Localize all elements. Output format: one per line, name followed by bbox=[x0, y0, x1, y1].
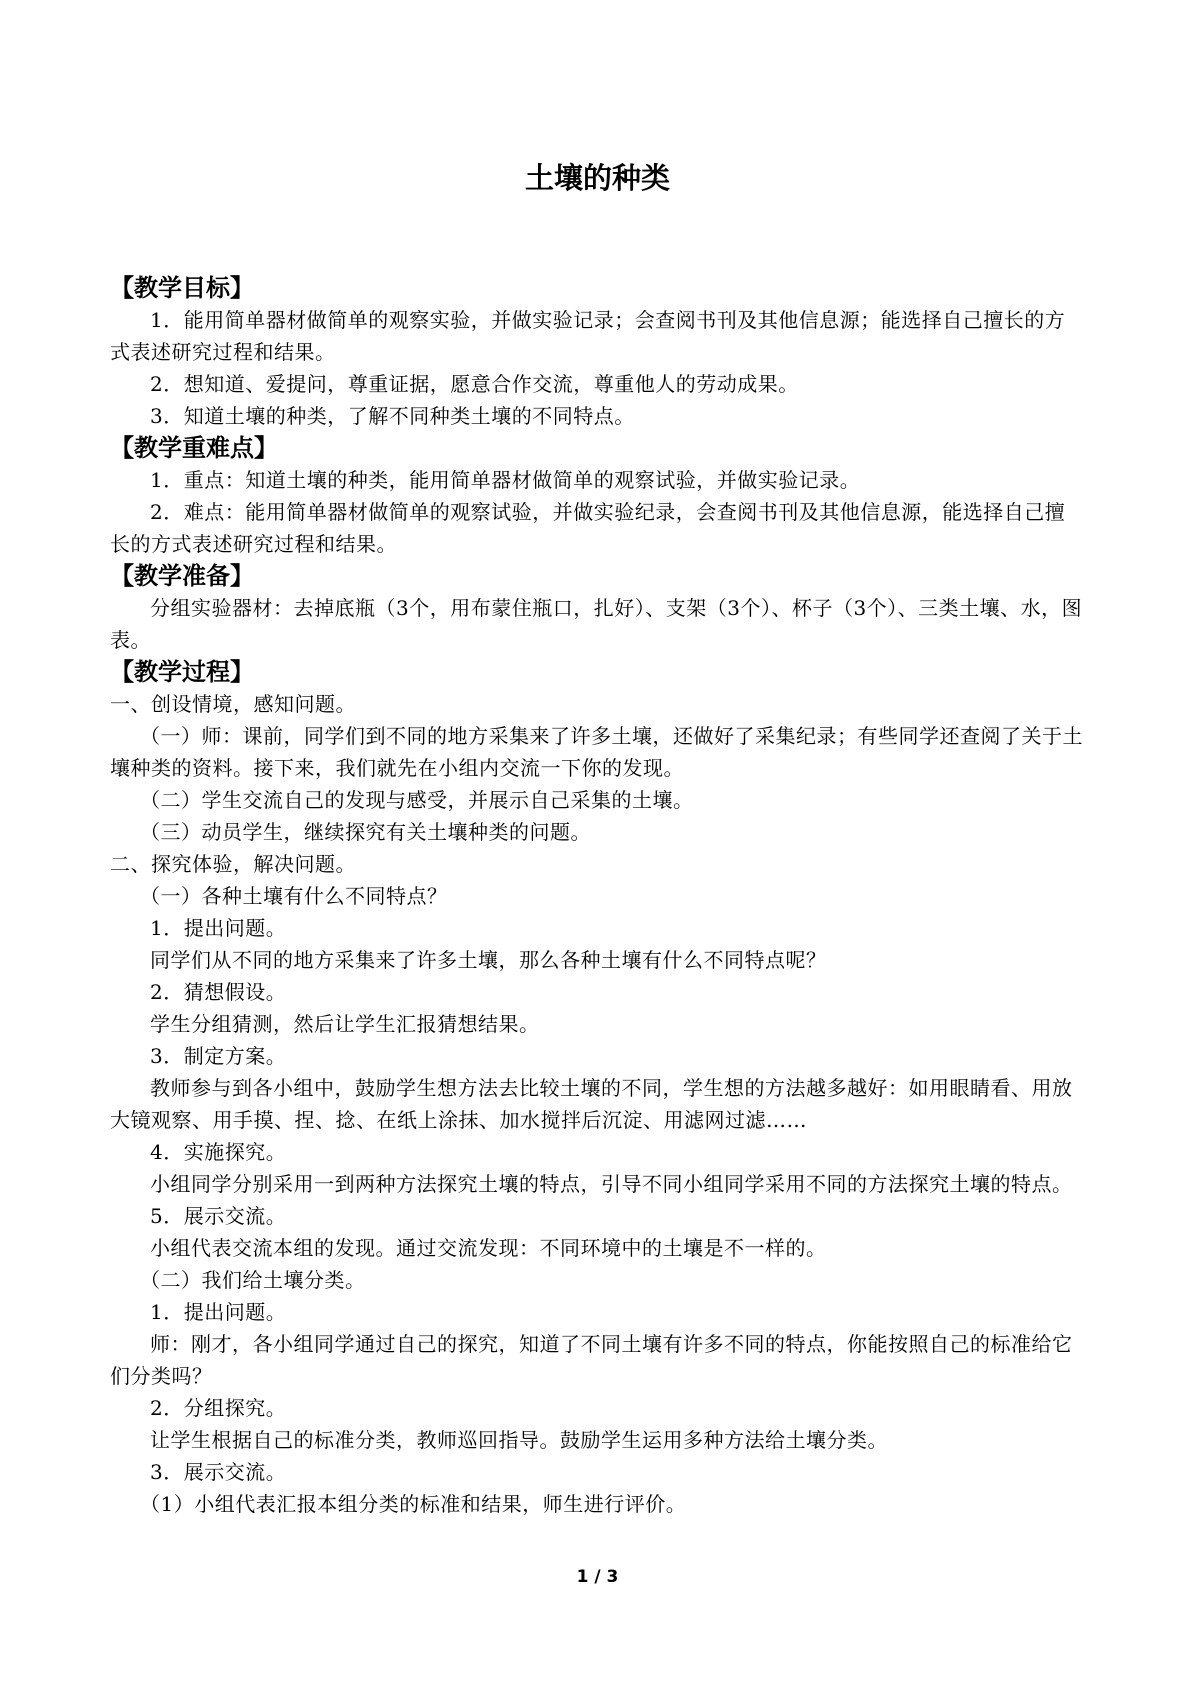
process-paragraph: （二）我们给土壤分类。 bbox=[140, 1268, 366, 1292]
process-paragraph: 教师参与到各小组中，鼓励学生想方法去比较土壤的不同，学生想的方法越多越好：如用眼睛看、用放大镜观察、用手摸、捏、捻、在纸上涂抹、加水搅拌后沉淀、用滤网过滤…… bbox=[110, 1076, 1073, 1132]
process-paragraph: （二）学生交流自己的发现与感受，并展示自己采集的土壤。 bbox=[140, 788, 694, 812]
process-paragraph: 让学生根据自己的标准分类，教师巡回指导。鼓励学生运用多种方法给土壤分类。 bbox=[150, 1428, 888, 1452]
process-paragraph: （一）师：课前，同学们到不同的地方采集来了许多土壤，还做好了采集纪录；有些同学还查阅了关于土壤种类的资料。接下来，我们就先在小组内交流一下你的发现。 bbox=[110, 724, 1083, 780]
process-paragraph: （三）动员学生，继续探究有关土壤种类的问题。 bbox=[140, 820, 591, 844]
section-teaching-process bbox=[110, 656, 1085, 1520]
process-paragraph: 2．猜想假设。 bbox=[150, 980, 287, 1004]
section-key-difficult-points bbox=[110, 432, 1085, 560]
paragraph: 2．想知道、爱提问，尊重证据，愿意合作交流，尊重他人的劳动成果。 bbox=[150, 372, 799, 396]
process-paragraph: 3．展示交流。 bbox=[150, 1460, 287, 1484]
document-page bbox=[110, 0, 1085, 1684]
document-body bbox=[110, 272, 1085, 1520]
process-paragraph: （1）小组代表汇报本组分类的标准和结果，师生进行评价。 bbox=[140, 1492, 687, 1516]
process-paragraph: 小组代表交流本组的发现。通过交流发现：不同环境中的土壤是不一样的。 bbox=[150, 1236, 827, 1260]
paragraph: 2．难点：能用简单器材做简单的观察试验，并做实验纪录，会查阅书刊及其他信息源，能选择自己擅长的方式表述研究过程和结果。 bbox=[110, 500, 1066, 556]
process-paragraph: 学生分组猜测，然后让学生汇报猜想结果。 bbox=[150, 1012, 540, 1036]
paragraph: 分组实验器材：去掉底瓶（3个，用布蒙住瓶口，扎好）、支架（3个）、杯子（3个）、三类土壤、水，图表。 bbox=[110, 596, 1083, 652]
process-paragraph: 一、创设情境，感知问题。 bbox=[110, 692, 356, 716]
process-paragraph: 3．制定方案。 bbox=[150, 1044, 287, 1068]
paragraph: 1．能用简单器材做简单的观察实验，并做实验记录；会查阅书刊及其他信息源；能选择自己擅长的方式表述研究过程和结果。 bbox=[110, 308, 1066, 364]
paragraph: 1．重点：知道土壤的种类，能用简单器材做简单的观察试验，并做实验记录。 bbox=[150, 468, 861, 492]
section-heading: 【教学准备】 bbox=[110, 562, 254, 590]
process-paragraph: 1．提出问题。 bbox=[150, 1300, 287, 1324]
process-paragraph: （一）各种土壤有什么不同特点？ bbox=[140, 884, 448, 908]
paragraph: 3．知道土壤的种类，了解不同种类土壤的不同特点。 bbox=[150, 404, 635, 428]
section-heading: 【教学过程】 bbox=[110, 658, 254, 686]
section-teaching-objectives bbox=[110, 272, 1085, 432]
process-paragraph: 师：刚才，各小组同学通过自己的探究，知道了不同土壤有许多不同的特点，你能按照自己的标准给它们分类吗？ bbox=[110, 1332, 1073, 1388]
page-title: 土壤的种类 bbox=[524, 161, 670, 195]
process-paragraph: 二、探究体验，解决问题。 bbox=[110, 852, 356, 876]
page-number: 1 / 3 bbox=[576, 1567, 619, 1587]
process-paragraph: 同学们从不同的地方采集来了许多土壤，那么各种土壤有什么不同特点呢？ bbox=[150, 948, 827, 972]
section-heading: 【教学重难点】 bbox=[110, 434, 278, 462]
process-paragraph: 5．展示交流。 bbox=[150, 1204, 287, 1228]
process-paragraph: 4．实施探究。 bbox=[150, 1140, 287, 1164]
process-paragraph: 小组同学分别采用一到两种方法探究土壤的特点，引导不同小组同学采用不同的方法探究土壤的特点。 bbox=[150, 1172, 1073, 1196]
process-paragraphs bbox=[110, 688, 1085, 1520]
section-heading: 【教学目标】 bbox=[110, 274, 254, 302]
section-teaching-preparation bbox=[110, 560, 1085, 656]
process-paragraph: 1．提出问题。 bbox=[150, 916, 287, 940]
process-paragraph: 2．分组探究。 bbox=[150, 1396, 287, 1420]
